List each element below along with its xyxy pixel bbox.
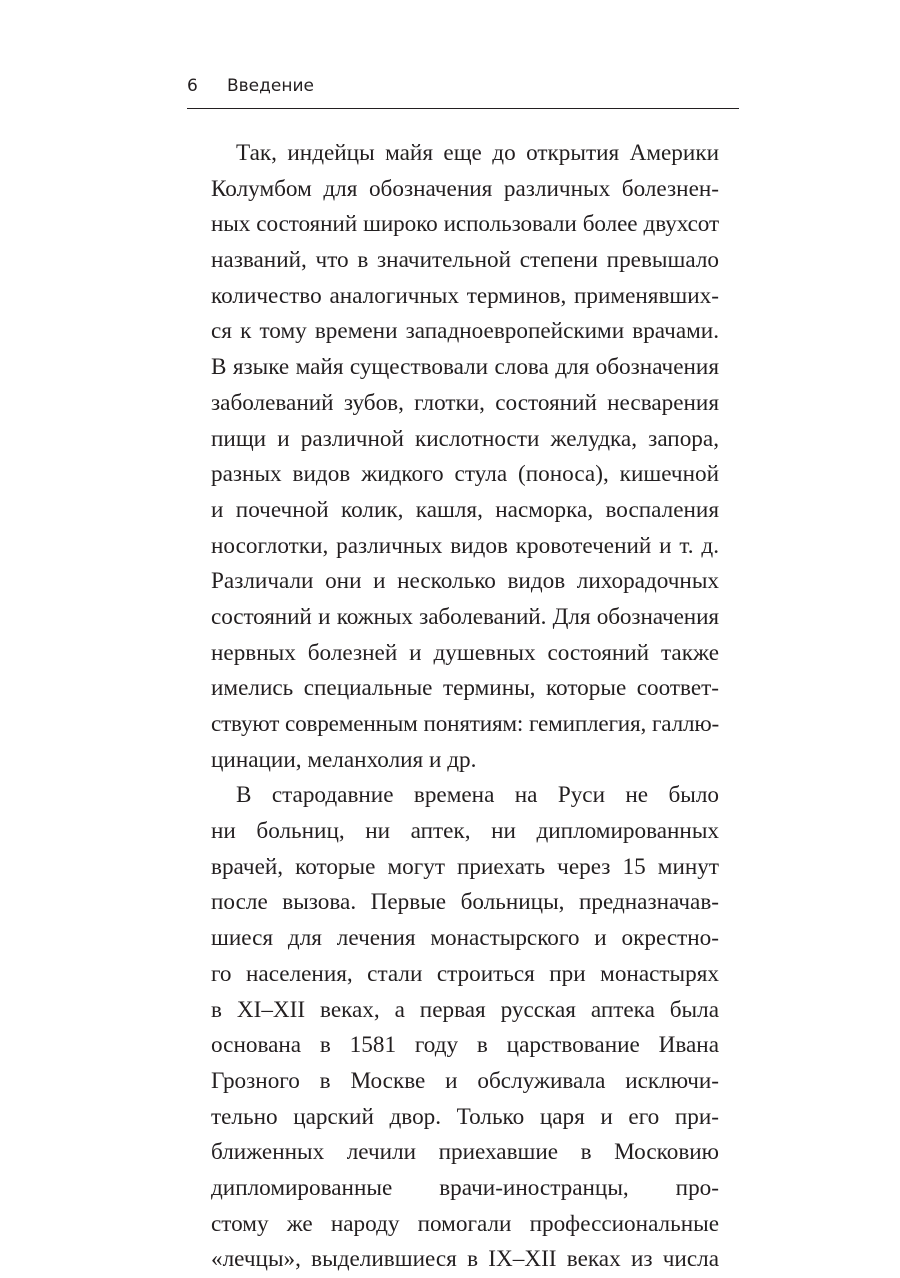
text-line: Колумбом для обозначения различных болезнен- xyxy=(211,175,719,202)
text-line: Грозного в Москве и обслуживала исключи- xyxy=(211,1067,719,1094)
text-line: разных видов жидкого стула (поноса), кишечной xyxy=(211,461,719,488)
paragraph-old-russia xyxy=(211,778,719,1278)
text-line: дипломированные врачи-иностранцы, про- xyxy=(211,1174,719,1201)
text-line: ближенных лечили приехавшие в Московию xyxy=(211,1139,719,1166)
text-line: и почечной колик, кашля, насморка, воспаления xyxy=(211,496,719,523)
text-line: ся к тому времени западноевропейскими врачами. xyxy=(211,318,719,345)
text-line: основана в 1581 году в царствование Ивана xyxy=(211,1032,719,1059)
text-line: носоглотки, различных видов кровотечений и т. д. xyxy=(211,532,719,559)
text-line: ни больниц, ни аптек, ни дипломированных xyxy=(211,818,719,845)
paragraph-mayan-medicine xyxy=(211,136,719,778)
text-line: цинации, меланхолия и др. xyxy=(211,746,477,773)
text-line: В стародавние времена на Руси не было xyxy=(236,782,719,809)
text-line: Различали они и несколько видов лихорадочных xyxy=(211,568,719,595)
text-line: ных состояний широко использовали более двухсот xyxy=(211,211,719,238)
section-title: Введение xyxy=(227,76,314,96)
text-line: врачей, которые могут приехать через 15 минут xyxy=(211,853,719,880)
text-line: Так, индейцы майя еще до открытия Америки xyxy=(236,140,719,166)
page-number: 6 xyxy=(187,76,198,96)
text-line: названий, что в значительной степени превышало xyxy=(211,247,719,274)
text-line: пищи и различной кислотности желудка, запора, xyxy=(211,425,719,452)
text-line: ствуют современным понятиям: гемиплегия, галлю- xyxy=(211,711,719,737)
text-line: в XI–XII веках, а первая русская аптека была xyxy=(211,996,719,1023)
text-line: имелись специальные термины, которые соответ- xyxy=(211,675,719,702)
text-line: состояний и кожных заболеваний. Для обозначения xyxy=(211,603,719,630)
text-line: «лечцы», выделившиеся в IX–XII веках из числа xyxy=(211,1246,719,1273)
text-line: шиеся для лечения монастырского и окрестно- xyxy=(211,925,719,952)
running-head xyxy=(187,72,739,102)
text-line: заболеваний зубов, глотки, состояний несварения xyxy=(211,389,719,416)
text-line: В языке майя существовали слова для обозначения xyxy=(211,354,719,381)
text-line: количество аналогичных терминов, применявших- xyxy=(211,282,719,309)
text-line: стому же народу помогали профессиональные xyxy=(211,1210,719,1237)
text-line: го населения, стали строиться при монастырях xyxy=(211,960,719,987)
body-text xyxy=(211,136,719,1278)
text-line: тельно царский двор. Только царя и его при- xyxy=(211,1103,719,1130)
text-line: после вызова. Первые больницы, предназначав- xyxy=(211,889,719,916)
header-rule xyxy=(187,108,739,109)
text-line: нервных болезней и душевных состояний также xyxy=(211,639,719,666)
